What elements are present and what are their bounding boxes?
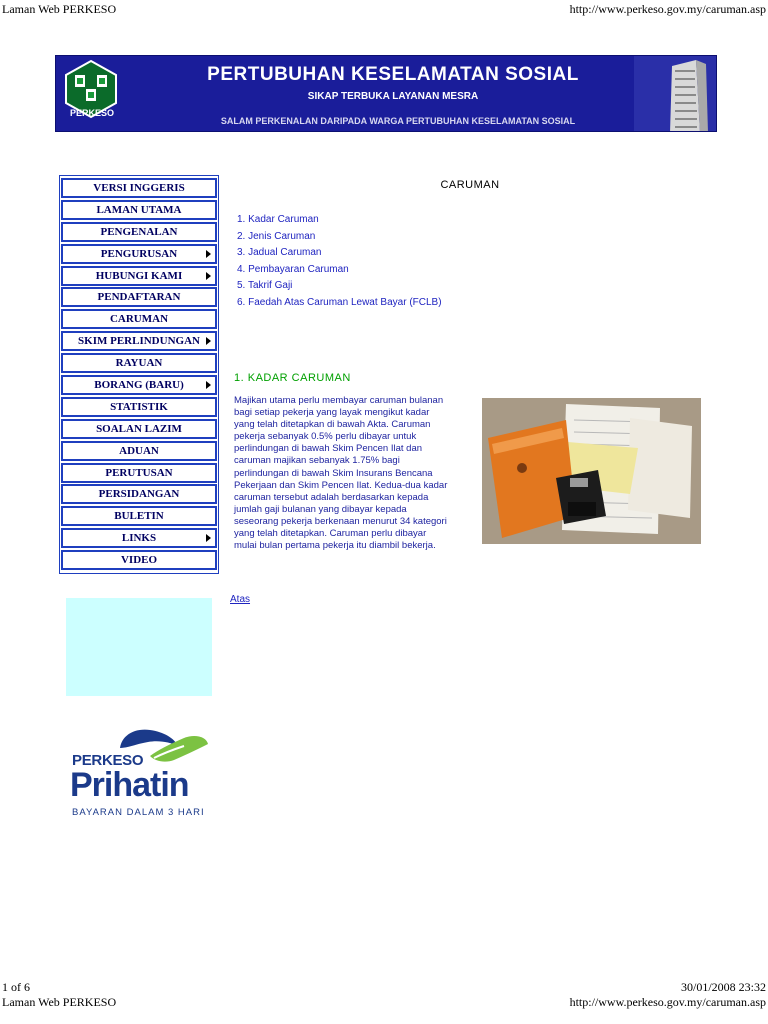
building-image xyxy=(634,56,717,132)
contents-link[interactable]: 6. Faedah Atas Caruman Lewat Bayar (FCLB) xyxy=(237,296,442,308)
prihatin-word: Prihatin xyxy=(70,766,189,804)
nav-item-label: VERSI INGGERIS xyxy=(93,182,185,194)
contents-link[interactable]: 2. Jenis Caruman xyxy=(237,230,316,242)
banner-logo-text: PERKESO xyxy=(69,108,114,118)
banner-subtitle: SIKAP TERBUKA LAYANAN MESRA xyxy=(307,91,479,102)
print-footer-page: 1 of 6 xyxy=(2,980,30,994)
nav-item-label: BORANG (BARU) xyxy=(94,379,184,392)
nav-item[interactable] xyxy=(61,287,217,307)
nav-item-label: HUBUNGI KAMI xyxy=(95,269,183,282)
section-text-line: perlindungan di bawah Skim Pencen Ilat dan xyxy=(234,443,423,455)
section-text-line: caruman majikan sebanyak 1.75% bagi xyxy=(234,455,400,467)
nav-item[interactable] xyxy=(61,484,217,504)
print-header-title: Laman Web PERKESO xyxy=(2,2,117,16)
nav-item-label: PERUTUSAN xyxy=(105,466,173,479)
submenu-arrow-icon xyxy=(206,337,211,345)
submenu-arrow-icon xyxy=(206,272,211,280)
section-text-line: Pekerjaan dan Skim Pencen Ilat. Kedua-dua kadar xyxy=(234,479,448,491)
banner-ticker: SALAM PERKENALAN DARIPADA WARGA PERTUBUHAN KESELAMATAN SOSIAL xyxy=(220,116,576,126)
section-text-line: yang telah ditetapkan. Caruman perlu dibayar xyxy=(234,528,427,540)
nav-item-label: PENGENALAN xyxy=(100,225,178,238)
section-text-line: yang telah ditetapkan di bawah Akta. Caruman xyxy=(234,419,431,431)
section-text-line: Majikan utama perlu membayar caruman bulanan xyxy=(234,395,444,406)
print-header-url: http://www.perkeso.gov.my/caruman.asp xyxy=(569,2,766,16)
prihatin-tagline: BAYARAN DALAM 3 HARI xyxy=(72,807,205,818)
page-title: CARUMAN xyxy=(440,179,500,191)
nav-item[interactable] xyxy=(61,397,217,417)
nav-item[interactable] xyxy=(61,550,217,570)
banner-title: PERTUBUHAN KESELAMATAN SOSIAL xyxy=(207,64,579,85)
contents-list xyxy=(237,213,442,313)
contribution-forms-photo xyxy=(482,398,701,544)
nav-item[interactable] xyxy=(61,222,217,242)
nav-item[interactable] xyxy=(61,441,217,461)
section-text-line: bagi setiap pekerja yang layak mengikut kadar xyxy=(234,407,430,419)
nav-item-label: ADUAN xyxy=(119,444,159,457)
nav-item-label: PENDAFTARAN xyxy=(97,291,181,304)
nav-item[interactable] xyxy=(61,528,217,548)
print-footer-title: Laman Web PERKESO xyxy=(2,995,117,1009)
section-text-line: pekerja sebanyak 0.5% perlu dibayar untuk xyxy=(234,431,417,443)
nav-item[interactable] xyxy=(61,353,217,373)
submenu-arrow-icon xyxy=(206,381,211,389)
section-heading: 1. KADAR CARUMAN xyxy=(234,372,351,384)
contents-link[interactable]: 4. Pembayaran Caruman xyxy=(237,263,349,275)
section-body xyxy=(234,395,476,552)
contents-link[interactable]: 3. Jadual Caruman xyxy=(237,247,322,259)
nav-item[interactable] xyxy=(61,309,217,329)
nav-item-label: STATISTIK xyxy=(110,400,168,413)
section-text-line: seseorang pekerja berkenaan menurut 34 kategori xyxy=(234,515,447,527)
nav-item-label: PENGURUSAN xyxy=(100,247,178,260)
print-footer-url: http://www.perkeso.gov.my/caruman.asp xyxy=(569,995,766,1009)
nav-item[interactable] xyxy=(61,506,217,526)
nav-item[interactable] xyxy=(61,178,217,198)
nav-item-label: SOALAN LAZIM xyxy=(96,422,182,435)
prihatin-brand: PERKESO xyxy=(72,752,144,769)
nav-item[interactable] xyxy=(61,331,217,351)
sidebar-nav xyxy=(59,175,219,574)
nav-item-label: RAYUAN xyxy=(115,357,163,370)
submenu-arrow-icon xyxy=(206,250,211,258)
site-banner xyxy=(55,55,717,132)
nav-item-label: SKIM PERLINDUNGAN xyxy=(78,335,200,348)
nav-item-label: LINKS xyxy=(121,532,157,545)
contents-link[interactable]: 5. Takrif Gaji xyxy=(237,280,293,292)
submenu-arrow-icon xyxy=(206,534,211,542)
side-panel xyxy=(66,598,212,696)
section-text-line: perlindungan di bawah Skim Insurans Bencana xyxy=(234,467,433,479)
nav-item-label: BULETIN xyxy=(114,510,164,523)
section-text-line: jumlah gaji bulanan yang dibayar kepada xyxy=(234,503,407,515)
nav-item[interactable] xyxy=(61,266,217,286)
back-to-top-link[interactable]: Atas xyxy=(230,594,251,605)
nav-item[interactable] xyxy=(61,200,217,220)
nav-item[interactable] xyxy=(61,375,217,395)
section-text-line: caruman tersebut adalah berdasarkan kepada xyxy=(234,491,429,503)
prihatin-banner[interactable] xyxy=(66,726,212,822)
nav-item[interactable] xyxy=(61,419,217,439)
nav-item-label: PERSIDANGAN xyxy=(98,488,180,501)
section-text-line: mulai bulan pertama pekerja itu diambil bekerja. xyxy=(234,540,436,552)
print-footer-datetime: 30/01/2008 23:32 xyxy=(680,980,766,994)
contents-link[interactable]: 1. Kadar Caruman xyxy=(237,214,319,225)
nav-item[interactable] xyxy=(61,244,217,264)
nav-item-label: CARUMAN xyxy=(109,313,169,326)
nav-item-label: LAMAN UTAMA xyxy=(96,203,182,216)
perkeso-logo-icon xyxy=(62,59,120,129)
nav-item[interactable] xyxy=(61,463,217,483)
nav-item-label: VIDEO xyxy=(120,554,158,567)
